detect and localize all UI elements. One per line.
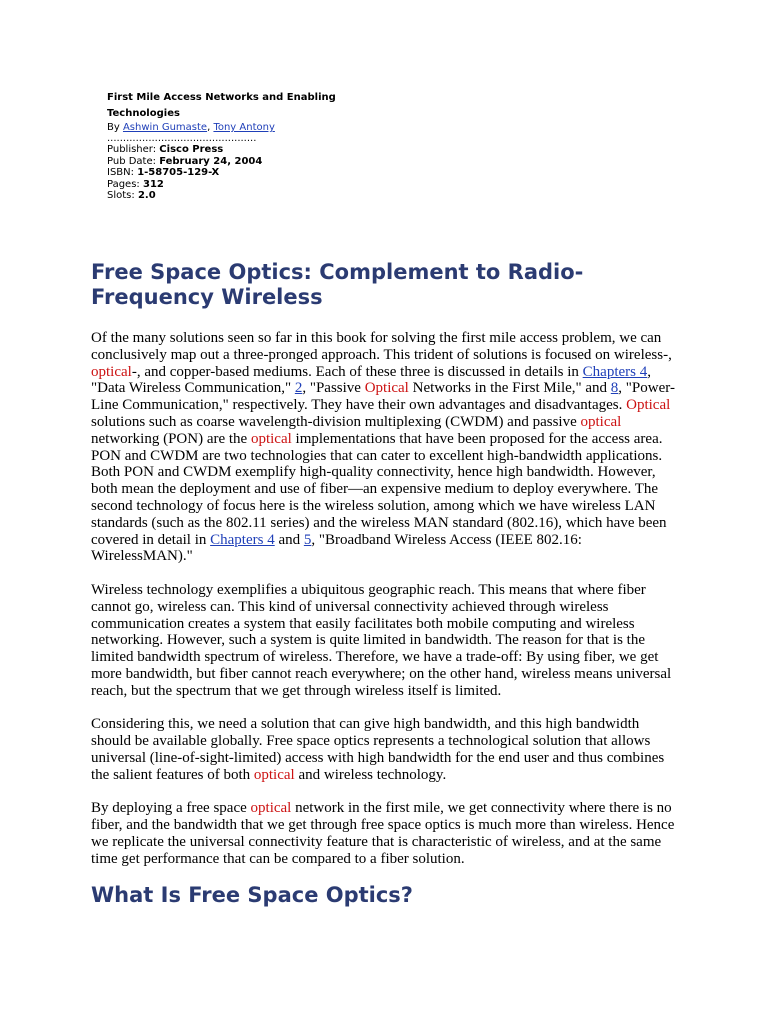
author-separator: , [207, 122, 214, 133]
text-run: By deploying a free space [91, 800, 251, 817]
pages-line [107, 179, 407, 191]
highlighted-term: optical [91, 363, 132, 380]
text-run: implementations that have been proposed for the access area. PON and CWDM are two technologies that can cater to excellent high-bandwidth applications. Both PON and CWDM exemplify high-quality connectivity, hence high bandwidth. However, both mean the deployment and use of fiber—an expensive medium to deploy everywhere. The second technology of focus here is the wireless solution, among which we have wireless LAN standards (such as the 802.11 series) and the wireless MAN standard (802.16), which have been covered in detail in [91, 430, 667, 548]
publisher-label: Publisher: [107, 144, 157, 155]
text-run: , "Broadband Wireless Access (IEEE 802.16: WirelessMAN)." [91, 531, 582, 565]
text-run: networking (PON) are the [91, 430, 251, 447]
text-run: and wireless technology. [294, 766, 447, 783]
publisher-value: Cisco Press [159, 144, 224, 155]
isbn-value: 1-58705-129-X [137, 167, 220, 178]
slots-value: 2.0 [137, 190, 156, 201]
dotted-divider: ............................................... [107, 132, 257, 144]
highlighted-term: optical [253, 766, 295, 783]
highlighted-term: optical [580, 413, 622, 430]
author-link-tony-antony[interactable]: Tony Antony [213, 122, 275, 133]
highlighted-term: optical [250, 430, 292, 447]
section-heading: What Is Free Space Optics? [91, 883, 413, 907]
author-link-ashwin-gumaste[interactable]: Ashwin Gumaste [122, 122, 208, 133]
book-metadata [107, 90, 407, 202]
slots-line [107, 190, 407, 202]
text-run: , "Power-Line Communication," respectively. They have their own advantages and disadvantages. [91, 380, 675, 414]
chapter-heading: Free Space Optics: Complement to Radio-Frequency Wireless [91, 260, 584, 309]
slots-label: Slots: [107, 190, 135, 201]
isbn-label: ISBN: [107, 167, 135, 178]
text-run: Of the many solutions seen so far in this book for solving the first mile access problem, we can conclusively map out a three-pronged approach. This trident of solutions is focused on wireless-, [91, 330, 672, 363]
paragraph-4 [91, 800, 681, 867]
paragraph-3 [91, 716, 681, 783]
highlighted-term: optical [250, 800, 292, 817]
text-run: Networks in the First Mile," and [408, 380, 611, 397]
paragraph-2: Wireless technology exemplifies a ubiquitous geographic reach. This means that where fiber cannot go, wireless can. This kind of universal connectivity achieved through wireless communication creates a system that easily facilitates both mobile computing and wireless networking. However, such a system is quite limited in bandwidth. The reason for that is the limited bandwidth spectrum of wireless. Therefore, we have a trade-off: By using fiber, we get more bandwidth, but fiber cannot reach everywhere; on the other hand, wireless means universal reach, but the spectrum that we get through wireless itself is limited. [91, 581, 672, 699]
by-label: By [107, 122, 120, 133]
text-run: and [274, 531, 304, 548]
chapter-5-link[interactable]: 5 [303, 531, 312, 548]
pubdate-value: February 24, 2004 [159, 155, 263, 167]
text-run: network in the first mile, we get connectivity where there is no fiber, and the bandwidth that we get through free space optics is much more than wireless. Hence we replicate the universal connectivity feature that is characteristic of wireless, and at the same time get performance that can be compared to a fiber solution. [91, 800, 675, 867]
pages-value: 312 [142, 178, 164, 190]
pages-label: Pages: [107, 178, 140, 190]
publisher-line [107, 144, 407, 156]
highlighted-term: Optical [626, 397, 671, 414]
text-run: , "Data Wireless Communication," [91, 363, 651, 397]
text-run: -, and copper-based mediums. Each of these three is discussed in details in [131, 363, 583, 380]
article-body [91, 330, 681, 884]
chapter-2-link[interactable]: 2 [294, 380, 303, 397]
pubdate-line [107, 156, 407, 168]
pubdate-label: Pub Date: [107, 155, 156, 167]
isbn-line [107, 167, 407, 179]
text-run: Considering this, we need a solution that can give high bandwidth, and this high bandwidth should be available globally. Free space optics represents a technological solution that allows universal (line-of-sight-limited) access with high bandwidth for the end user and thus combines the salient features of both [91, 716, 665, 783]
text-run: , "Passive [302, 380, 365, 397]
book-title: First Mile Access Networks and Enabling Technologies [107, 92, 336, 119]
chapter-4-link[interactable]: Chapters 4 [210, 531, 275, 548]
paragraph-1 [91, 330, 681, 565]
highlighted-term: Optical [364, 380, 409, 397]
chapter-4-link[interactable]: Chapters 4 [582, 363, 648, 380]
text-run: solutions such as coarse wavelength-division multiplexing (CWDM) and passive [91, 413, 581, 430]
chapter-8-link[interactable]: 8 [610, 380, 619, 397]
